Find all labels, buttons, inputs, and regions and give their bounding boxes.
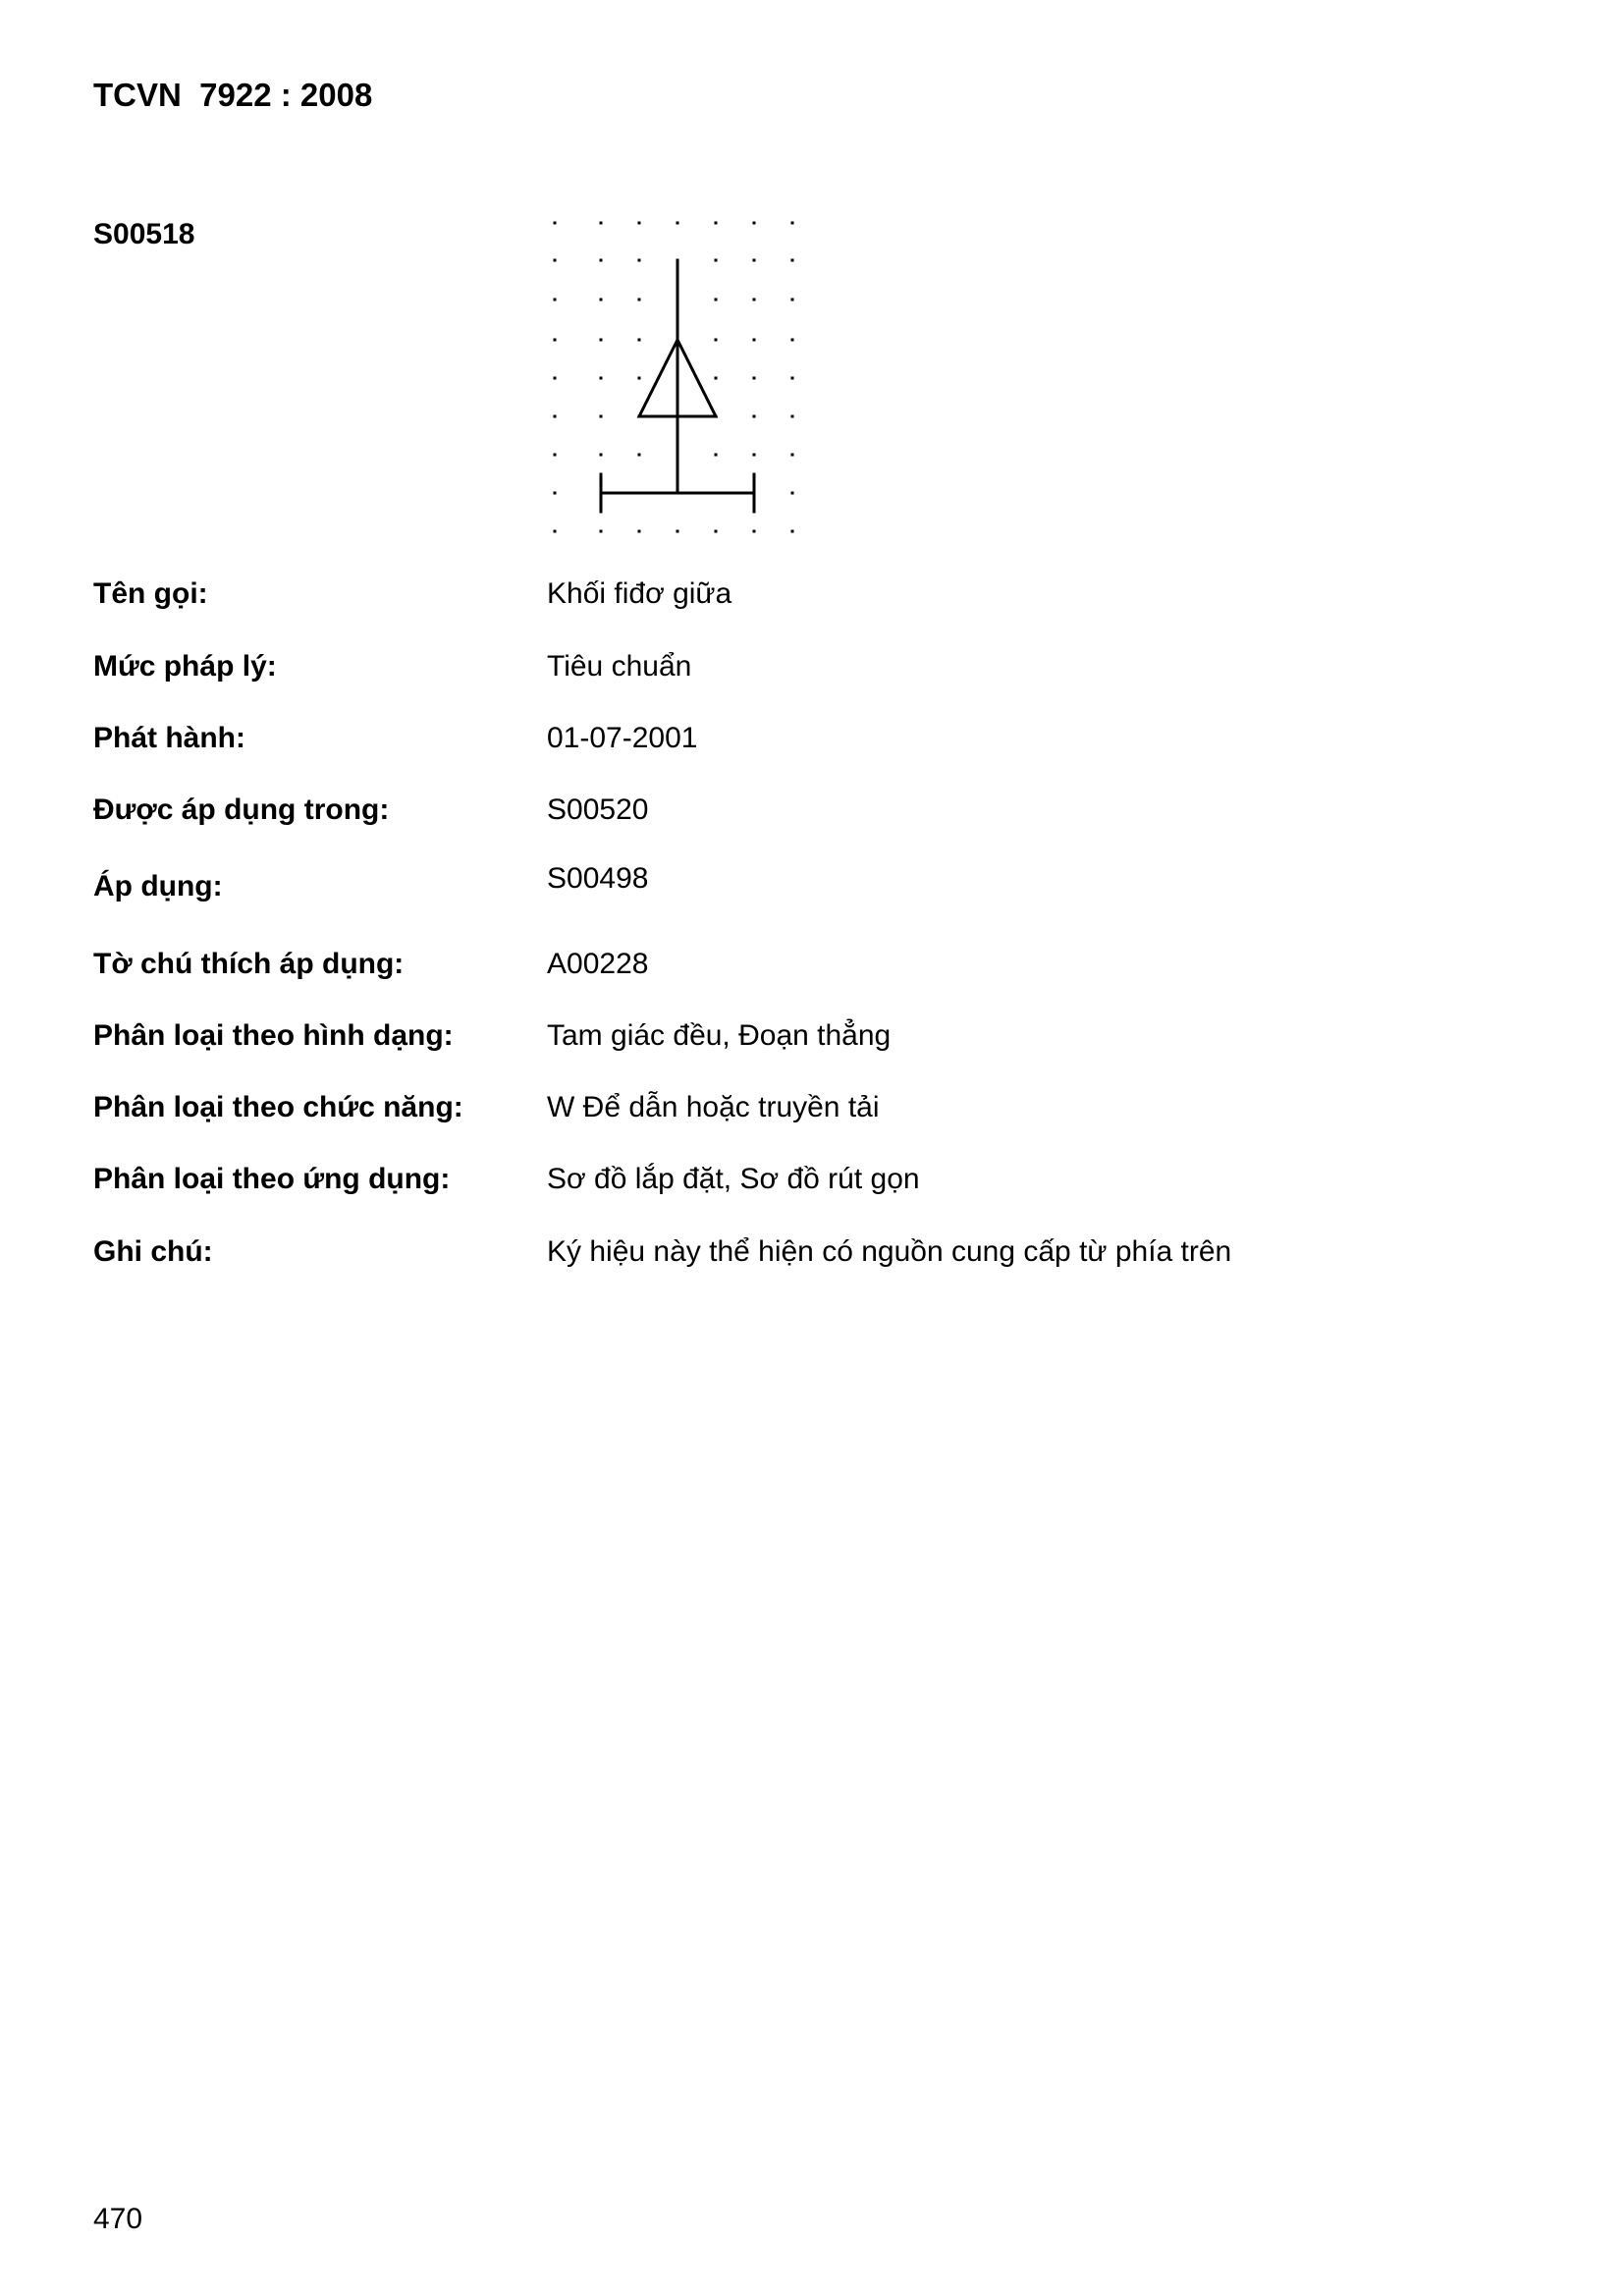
grid-dot <box>715 530 718 533</box>
field-label: Áp dụng: <box>93 870 223 902</box>
grid-dot <box>600 415 603 418</box>
grid-dot <box>600 454 603 457</box>
grid-dot <box>554 377 557 380</box>
grid-dot <box>638 222 641 225</box>
grid-dot <box>791 530 794 533</box>
page-number: 470 <box>93 2203 143 2235</box>
field-label: Tên gọi: <box>93 577 208 610</box>
grid-dot <box>677 530 679 533</box>
field-label: Phân loại theo hình dạng: <box>93 1019 454 1052</box>
field-value: A00228 <box>547 948 649 980</box>
field-row <box>0 948 1624 1007</box>
field-row <box>0 577 1624 636</box>
field-row <box>0 793 1624 852</box>
field-value: Tam giác đều, Đoạn thẳng <box>547 1019 892 1052</box>
grid-dot <box>715 339 718 342</box>
grid-dot <box>600 299 603 301</box>
grid-dot <box>791 259 794 262</box>
field-value: Tiêu chuẩn <box>547 650 692 683</box>
field-row <box>0 1235 1624 1294</box>
grid-dot <box>753 222 756 225</box>
field-row <box>0 1091 1624 1150</box>
grid-dot <box>753 339 756 342</box>
grid-dot <box>554 454 557 457</box>
field-value: S00520 <box>547 793 649 826</box>
field-value: Ký hiệu này thể hiện có nguồn cung cấp từ phía trên <box>547 1235 1232 1268</box>
grid-dot <box>638 339 641 342</box>
grid-dot <box>600 339 603 342</box>
field-row <box>0 722 1624 781</box>
grid-dot <box>753 415 756 418</box>
grid-dot <box>791 454 794 457</box>
field-value: W Để dẫn hoặc truyền tải <box>547 1091 880 1123</box>
feed-in-triangle-symbol-icon <box>540 211 805 545</box>
grid-dot <box>791 299 794 301</box>
grid-dot <box>753 259 756 262</box>
field-label: Phân loại theo ứng dụng: <box>93 1163 451 1195</box>
grid-dot <box>791 222 794 225</box>
grid-dot <box>554 259 557 262</box>
field-row <box>0 1163 1624 1222</box>
grid-dot <box>638 454 641 457</box>
grid-dot <box>753 454 756 457</box>
field-value: Khối fiđơ giữa <box>547 577 732 610</box>
grid-dot <box>554 222 557 225</box>
field-row <box>0 1019 1624 1078</box>
grid-dot <box>753 530 756 533</box>
field-label: Tờ chú thích áp dụng: <box>93 948 405 980</box>
grid-dot <box>715 222 718 225</box>
field-label: Được áp dụng trong: <box>93 793 390 826</box>
grid-dot <box>554 530 557 533</box>
grid-dot <box>600 377 603 380</box>
grid-dot <box>638 377 641 380</box>
grid-dot <box>791 377 794 380</box>
grid-dots <box>554 222 794 533</box>
grid-dot <box>600 222 603 225</box>
grid-dot <box>554 339 557 342</box>
field-value: S00498 <box>547 862 649 895</box>
grid-dot <box>753 299 756 301</box>
field-label: Phân loại theo chức năng: <box>93 1091 463 1123</box>
field-label: Mức pháp lý: <box>93 650 277 683</box>
grid-dot <box>715 299 718 301</box>
grid-dot <box>638 259 641 262</box>
grid-dot <box>638 299 641 301</box>
symbol-code: S00518 <box>93 218 195 250</box>
document-header: TCVN 7922 : 2008 <box>93 77 373 113</box>
field-row <box>0 862 1624 929</box>
field-value: Sơ đồ lắp đặt, Sơ đồ rút gọn <box>547 1163 920 1195</box>
field-label: Ghi chú: <box>93 1235 213 1268</box>
grid-dot <box>715 377 718 380</box>
grid-dot <box>715 454 718 457</box>
field-row <box>0 650 1624 709</box>
grid-dot <box>600 259 603 262</box>
grid-dot <box>554 299 557 301</box>
grid-dot <box>791 415 794 418</box>
grid-dot <box>715 259 718 262</box>
grid-dot <box>554 415 557 418</box>
grid-dot <box>638 530 641 533</box>
grid-dot <box>791 339 794 342</box>
field-value: 01-07-2001 <box>547 722 698 754</box>
grid-dot <box>554 492 557 495</box>
grid-dot <box>791 492 794 495</box>
grid-dot <box>600 530 603 533</box>
grid-dot <box>677 222 679 225</box>
grid-dot <box>753 377 756 380</box>
field-label: Phát hành: <box>93 722 245 754</box>
